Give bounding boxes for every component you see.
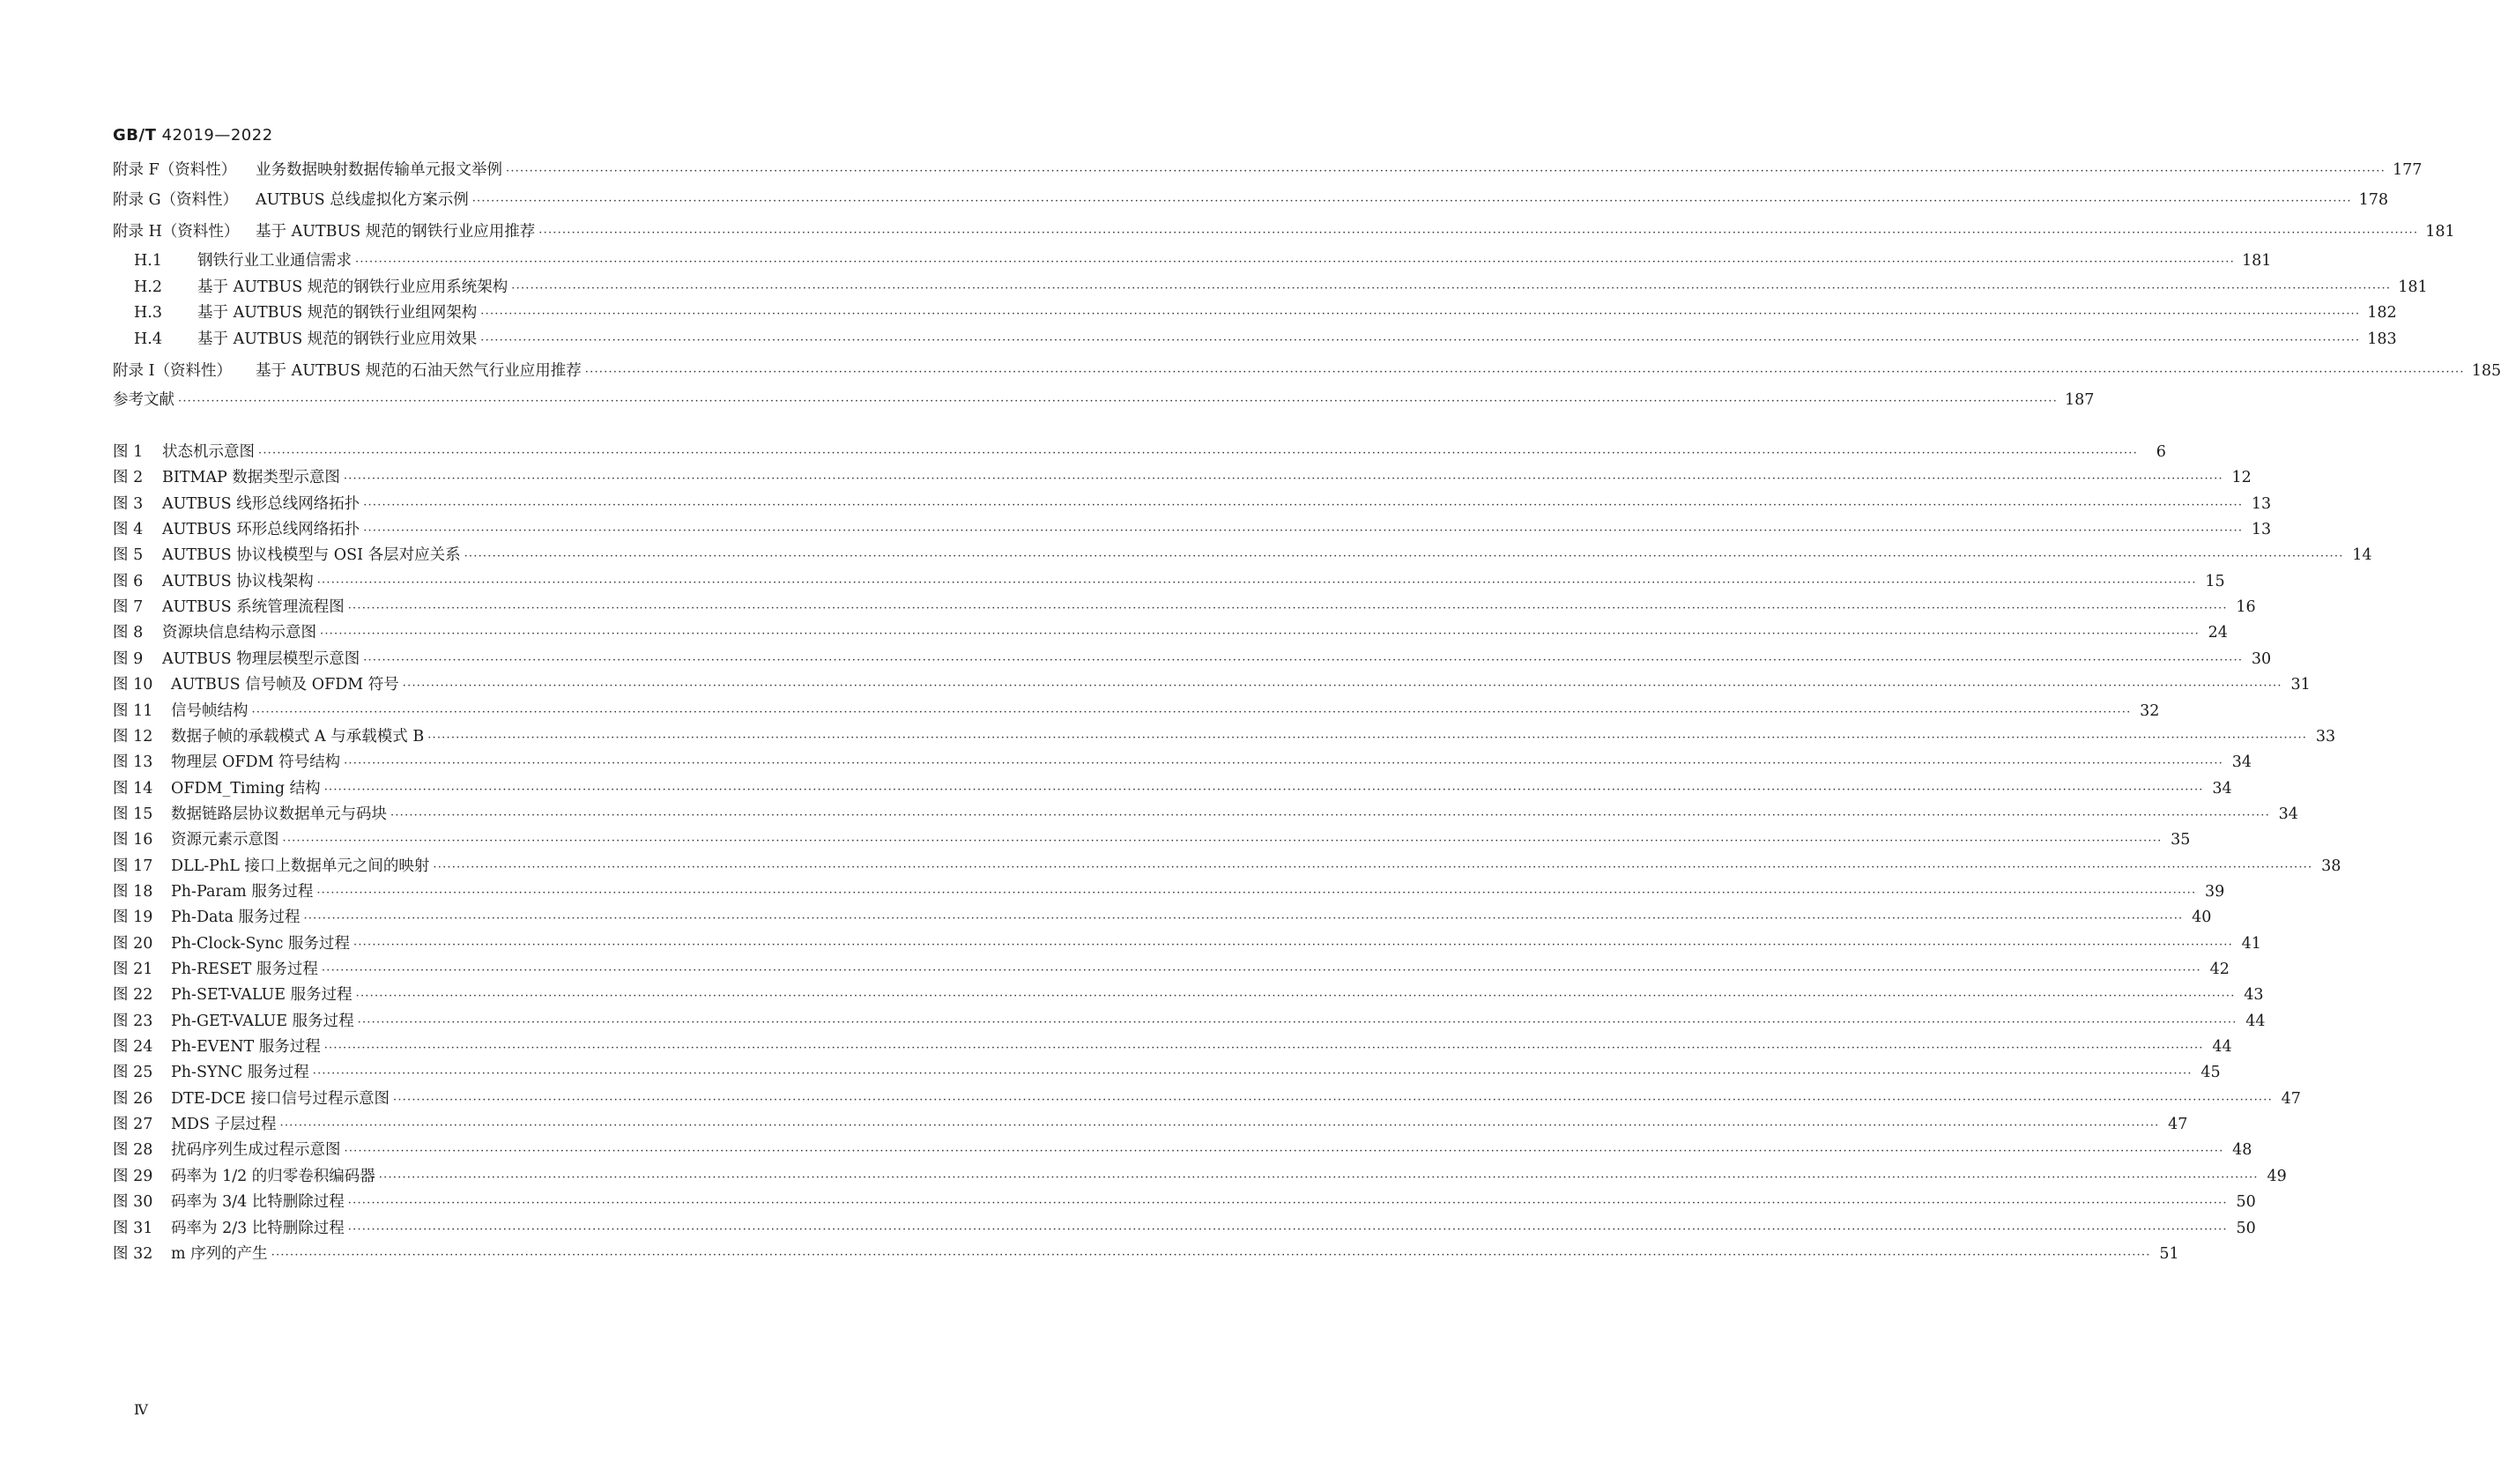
- dot-leader: ················································································································································································································································································································································································································: [323, 1042, 2204, 1055]
- figure-entry-page: 50: [2236, 1193, 2256, 1211]
- figure-entry-page: 44: [2212, 1038, 2232, 1056]
- figure-entry-title: 码率为 2/3 比特删除过程: [171, 1220, 345, 1237]
- figure-entry[interactable]: [113, 726, 2336, 749]
- figure-entry-label: 图 11: [113, 702, 153, 720]
- figure-entry-label: 图 23: [113, 1013, 153, 1030]
- figure-entry-page: 13: [2251, 521, 2272, 538]
- figure-entry-title: 状态机示意图: [162, 443, 255, 461]
- figure-entry[interactable]: [113, 493, 2272, 516]
- figure-entry[interactable]: [113, 597, 2256, 620]
- figure-entry[interactable]: [113, 545, 2372, 568]
- figure-entry[interactable]: [113, 959, 2230, 982]
- dot-leader: ················································································································································································································································································································································································································: [303, 912, 2184, 925]
- figure-entry-label: 图 3: [113, 495, 144, 513]
- dot-leader: ················································································································································································································································································································································································································: [323, 783, 2204, 797]
- figure-entry-title: 数据子帧的承载模式 A 与承载模式 B: [171, 728, 425, 746]
- figure-entry-page: 34: [2231, 753, 2252, 771]
- dot-leader: ················································································································································································································································································································································································································: [427, 731, 2308, 745]
- figure-entry-title: OFDM_Timing 结构: [171, 780, 321, 798]
- figure-entry-title: 资源块信息结构示意图: [162, 624, 316, 642]
- figure-entry-label: 图 25: [113, 1064, 153, 1081]
- dot-leader: ················································································································································································································································································································································································································: [355, 256, 2235, 269]
- figure-entry-label: 图 26: [113, 1090, 153, 1108]
- figure-entry-title: 码率为 1/2 的归零卷积编码器: [171, 1168, 375, 1185]
- figure-entry-title: Ph-SET-VALUE 服务过程: [171, 986, 353, 1004]
- dot-leader: ················································································································································································································································································································································································································: [343, 472, 2223, 486]
- figure-entry[interactable]: [113, 829, 2191, 852]
- dot-leader: ················································································································································································································································································································································································································: [347, 1197, 2228, 1210]
- dot-leader: ················································································································································································································································································································································································································: [464, 550, 2344, 563]
- figure-entry-page: 39: [2205, 883, 2225, 901]
- figure-entry-label: 图 16: [113, 831, 153, 849]
- appendix-entry[interactable]: [113, 189, 2389, 212]
- appendix-entry-page: 181: [2241, 252, 2272, 270]
- figure-entry[interactable]: [113, 752, 2252, 775]
- figure-entry-page: 33: [2315, 728, 2336, 746]
- figure-entry[interactable]: [113, 933, 2261, 956]
- figure-entry-page: 15: [2205, 573, 2225, 590]
- figure-entry-label: 图 15: [113, 805, 153, 823]
- appendix-entry-label: H.3: [134, 304, 162, 322]
- dot-leader: ················································································································································································································································································································································································································: [353, 939, 2233, 952]
- dot-leader: ················································································································································································································································································································································································································: [584, 366, 2465, 379]
- figure-entry-title: DLL-PhL 接口上数据单元之间的映射: [171, 857, 430, 875]
- figure-entry-label: 图 5: [113, 546, 144, 564]
- dot-leader: ················································································································································································································································································································································································································: [480, 334, 2361, 347]
- figure-entry[interactable]: [113, 984, 2264, 1007]
- dot-leader: ················································································································································································································································································································································································································: [363, 524, 2244, 538]
- appendix-entry-title: 基于 AUTBUS 规范的钢铁行业组网架构: [197, 304, 478, 322]
- figure-entry-page: 47: [2281, 1090, 2301, 1108]
- appendix-entry[interactable]: [113, 390, 2095, 412]
- figure-entry-label: 图 4: [113, 521, 144, 538]
- dot-leader: ················································································································································································································································································································································································································: [538, 226, 2419, 240]
- figure-entry[interactable]: [113, 701, 2160, 723]
- figure-entry-label: 图 7: [113, 598, 144, 616]
- figure-entry-label: 图 10: [113, 676, 153, 694]
- figure-entry-title: 码率为 3/4 比特删除过程: [171, 1193, 345, 1211]
- figure-entry[interactable]: [113, 441, 2166, 464]
- figure-entry-label: 图 21: [113, 961, 153, 978]
- dot-leader: ················································································································································································································································································································································································································: [390, 809, 2270, 822]
- figure-entry-title: 数据链路层协议数据单元与码块: [171, 805, 387, 823]
- appendix-entry-title: 基于 AUTBUS 规范的石油天然气行业应用推荐: [256, 362, 582, 380]
- appendix-entry-page: 182: [2367, 304, 2397, 322]
- figure-entry-page: 6: [2156, 443, 2166, 461]
- dot-leader: ················································································································································································································································································································································································································: [433, 861, 2313, 874]
- figure-entry-page: 47: [2168, 1116, 2188, 1133]
- dot-leader: ················································································································································································································································································································································································································: [511, 282, 2392, 295]
- figure-entry[interactable]: [113, 1139, 2252, 1162]
- figure-entry-title: Ph-GET-VALUE 服务过程: [171, 1013, 354, 1030]
- appendix-entry[interactable]: [113, 302, 2397, 325]
- appendix-entry-title: 基于 AUTBUS 规范的钢铁行业应用效果: [197, 330, 478, 348]
- figure-entry-title: AUTBUS 线形总线网络拓扑: [162, 495, 360, 513]
- figure-entry[interactable]: [113, 1062, 2221, 1085]
- figure-entry-page: 43: [2244, 986, 2264, 1004]
- figure-entry-page: 45: [2200, 1064, 2221, 1081]
- figure-entry-title: AUTBUS 环形总线网络拓扑: [162, 521, 360, 538]
- dot-leader: ················································································································································································································································································································································································································: [344, 1145, 2224, 1158]
- figure-entry-label: 图 2: [113, 469, 144, 486]
- appendix-entry-label: 附录 F（资料性）: [113, 161, 237, 179]
- appendix-entry-page: 187: [2064, 391, 2095, 409]
- figure-entry-page: 50: [2236, 1220, 2256, 1237]
- dot-leader: ················································································································································································································································································································································································································: [480, 308, 2361, 321]
- dot-leader: ················································································································································································································································································································································································································: [378, 1171, 2259, 1184]
- figure-entry-label: 图 1: [113, 443, 144, 461]
- figure-entry-title: m 序列的产生: [171, 1245, 268, 1263]
- figure-entry-title: Ph-SYNC 服务过程: [171, 1064, 309, 1081]
- appendix-entry-page: 181: [2425, 223, 2455, 241]
- dot-leader: ················································································································································································································································································································································································································: [316, 887, 2197, 900]
- dot-leader: ················································································································································································································································································································································································································: [363, 499, 2244, 512]
- figure-entry-label: 图 18: [113, 883, 153, 901]
- dot-leader: ················································································································································································································································································································································································································: [279, 1119, 2160, 1132]
- dot-leader: ················································································································································································································································································································································································································: [316, 576, 2197, 590]
- appendix-entry-title: 基于 AUTBUS 规范的钢铁行业应用推荐: [256, 223, 536, 241]
- appendix-entry[interactable]: [113, 277, 2428, 300]
- dot-leader: ················································································································································································································································································································································································································: [282, 835, 2163, 848]
- appendix-entry-title: 钢铁行业工业通信需求: [197, 252, 352, 270]
- figure-entry[interactable]: [113, 1191, 2256, 1214]
- figure-entry[interactable]: [113, 1218, 2256, 1241]
- figure-entry[interactable]: [113, 1243, 2179, 1266]
- figure-entry[interactable]: [113, 622, 2228, 645]
- figure-entry-page: 35: [2171, 831, 2191, 849]
- dot-leader: ················································································································································································································································································································································································································: [347, 1223, 2228, 1236]
- dot-leader: ················································································································································································································································································································································································································: [347, 602, 2228, 615]
- dot-leader: ················································································································································································································································································································································································································: [344, 757, 2224, 770]
- appendix-entry-label: 附录 G（资料性）: [113, 191, 239, 209]
- figure-entry-page: 38: [2321, 857, 2341, 875]
- figure-entry[interactable]: [113, 519, 2272, 542]
- dot-leader: ················································································································································································································································································································································································································: [320, 627, 2200, 641]
- figure-entry-title: Ph-Param 服务过程: [171, 883, 314, 901]
- figure-entry-title: AUTBUS 信号帧及 OFDM 符号: [171, 676, 399, 694]
- figure-entry-title: Ph-Data 服务过程: [171, 909, 301, 926]
- dot-leader: ················································································································································································································································································································································································································: [251, 706, 2132, 719]
- figure-entry-title: 资源元素示意图: [171, 831, 279, 849]
- figure-entry[interactable]: [113, 649, 2272, 672]
- standard-header: [113, 126, 273, 145]
- figure-entry-page: 16: [2236, 598, 2256, 616]
- figure-entry-title: Ph-EVENT 服务过程: [171, 1038, 321, 1056]
- figure-entry-title: BITMAP 数据类型示意图: [162, 469, 340, 486]
- figure-entry[interactable]: [113, 674, 2311, 697]
- dot-leader: ················································································································································································································································································································································································································: [258, 447, 2138, 460]
- appendix-entry-page: 181: [2398, 278, 2428, 296]
- appendix-entry-label: 附录 H（资料性）: [113, 223, 240, 241]
- figure-entry-page: 34: [2212, 780, 2232, 798]
- appendix-entry-title: AUTBUS 总线虚拟化方案示例: [256, 191, 469, 209]
- figure-entry[interactable]: [113, 1114, 2188, 1137]
- figure-entry-page: 34: [2278, 805, 2298, 823]
- figure-entry-page: 13: [2251, 495, 2272, 513]
- figure-entry[interactable]: [113, 571, 2225, 594]
- appendix-entry-label: 附录 I（资料性）: [113, 362, 232, 380]
- dot-leader: ················································································································································································································································································································································································································: [506, 165, 2386, 178]
- dot-leader: ················································································································································································································································································································································································································: [363, 654, 2244, 667]
- figure-entry-title: 信号帧结构: [171, 702, 249, 720]
- appendix-entry[interactable]: [113, 160, 2423, 182]
- figure-entry[interactable]: [113, 1036, 2232, 1059]
- figure-entry-page: 51: [2159, 1245, 2179, 1263]
- figure-entry-label: 图 24: [113, 1038, 153, 1056]
- figure-entry-label: 图 8: [113, 624, 144, 642]
- dot-leader: ················································································································································································································································································································································································································: [321, 964, 2201, 977]
- figure-entry[interactable]: [113, 1088, 2301, 1111]
- dot-leader: ················································································································································································································································································································································································································: [271, 1249, 2151, 1262]
- figure-entry-label: 图 19: [113, 909, 153, 926]
- appendix-entry-label: H.1: [134, 252, 162, 270]
- figure-entry-title: Ph-RESET 服务过程: [171, 961, 318, 978]
- figure-entry[interactable]: [113, 1166, 2287, 1189]
- appendix-entry-page: 185: [2471, 362, 2501, 380]
- figure-entry-label: 图 17: [113, 857, 153, 875]
- figure-entry-page: 24: [2208, 624, 2228, 642]
- figure-entry-title: DTE-DCE 接口信号过程示意图: [171, 1090, 390, 1108]
- figure-entry[interactable]: [113, 907, 2212, 930]
- figure-entry-page: 30: [2251, 650, 2272, 668]
- standard-code: GB/T: [113, 126, 157, 145]
- dot-leader: ················································································································································································································································································································································································································: [357, 1016, 2238, 1029]
- figure-entry-label: 图 27: [113, 1116, 153, 1133]
- figure-entry-title: AUTBUS 协议栈模型与 OSI 各层对应关系: [162, 546, 461, 564]
- figure-entry-label: 图 12: [113, 728, 153, 746]
- figure-entry-page: 12: [2231, 469, 2252, 486]
- figure-entry-label: 图 9: [113, 650, 144, 668]
- appendix-entry-label: 参考文献: [113, 391, 174, 409]
- appendix-entry-label: H.2: [134, 278, 162, 296]
- figure-entry-label: 图 13: [113, 753, 153, 771]
- appendix-entry-title: 业务数据映射数据传输单元报文举例: [256, 161, 502, 179]
- dot-leader: ················································································································································································································································································································································································································: [355, 990, 2236, 1003]
- figure-entry-title: AUTBUS 系统管理流程图: [162, 598, 345, 616]
- figure-entry-label: 图 32: [113, 1245, 153, 1263]
- figure-entry-page: 44: [2245, 1013, 2266, 1030]
- figure-entry-page: 42: [2209, 961, 2230, 978]
- figure-entry-page: 32: [2140, 702, 2160, 720]
- figure-entry-page: 14: [2352, 546, 2372, 564]
- figure-entry-label: 图 22: [113, 986, 153, 1004]
- figure-entry-label: 图 30: [113, 1193, 153, 1211]
- figure-entry[interactable]: [113, 804, 2298, 827]
- appendix-entry[interactable]: [113, 250, 2272, 273]
- figure-entry-label: 图 6: [113, 573, 144, 590]
- figure-entry-page: 41: [2241, 935, 2261, 953]
- dot-leader: ················································································································································································································································································································································································································: [402, 679, 2282, 693]
- figure-entry-title: AUTBUS 物理层模型示意图: [162, 650, 360, 668]
- page-folio: Ⅳ: [134, 1401, 148, 1418]
- figure-entry-title: MDS 子层过程: [171, 1116, 277, 1133]
- figure-entry-label: 图 20: [113, 935, 153, 953]
- appendix-entry[interactable]: [113, 329, 2397, 352]
- figure-entry[interactable]: [113, 1011, 2266, 1034]
- appendix-entry-page: 178: [2358, 191, 2389, 209]
- figure-entry[interactable]: [113, 856, 2341, 879]
- dot-leader: ················································································································································································································································································································································································································: [392, 1094, 2273, 1107]
- standard-number: 42019—2022: [161, 126, 273, 145]
- appendix-entry[interactable]: [113, 360, 2501, 383]
- dot-leader: ················································································································································································································································································································································································································: [471, 195, 2352, 208]
- figure-entry-page: 48: [2232, 1141, 2252, 1159]
- appendix-entry-page: 177: [2392, 161, 2423, 179]
- figure-entry[interactable]: [113, 778, 2232, 801]
- dot-leader: ················································································································································································································································································································································································································: [312, 1067, 2193, 1080]
- figure-entry-page: 40: [2192, 909, 2212, 926]
- appendix-entry-label: H.4: [134, 330, 162, 348]
- appendix-entry[interactable]: [113, 221, 2455, 244]
- figure-entry-title: 扰码序列生成过程示意图: [171, 1141, 341, 1159]
- figure-entry-title: AUTBUS 协议栈架构: [162, 573, 314, 590]
- figure-entry-title: 物理层 OFDM 符号结构: [171, 753, 341, 771]
- figure-entry-label: 图 31: [113, 1220, 153, 1237]
- appendix-entry-title: 基于 AUTBUS 规范的钢铁行业应用系统架构: [197, 278, 508, 296]
- figure-entry-label: 图 14: [113, 780, 153, 798]
- figure-entry-title: Ph-Clock-Sync 服务过程: [171, 935, 351, 953]
- figure-entry[interactable]: [113, 881, 2225, 904]
- figure-entry-label: 图 28: [113, 1141, 153, 1159]
- figure-entry-page: 31: [2290, 676, 2311, 694]
- appendix-entry-page: 183: [2367, 330, 2397, 348]
- figure-entry[interactable]: [113, 467, 2252, 490]
- dot-leader: ················································································································································································································································································································································································································: [178, 395, 2058, 408]
- figure-entry-page: 49: [2267, 1168, 2287, 1185]
- figure-entry-label: 图 29: [113, 1168, 153, 1185]
